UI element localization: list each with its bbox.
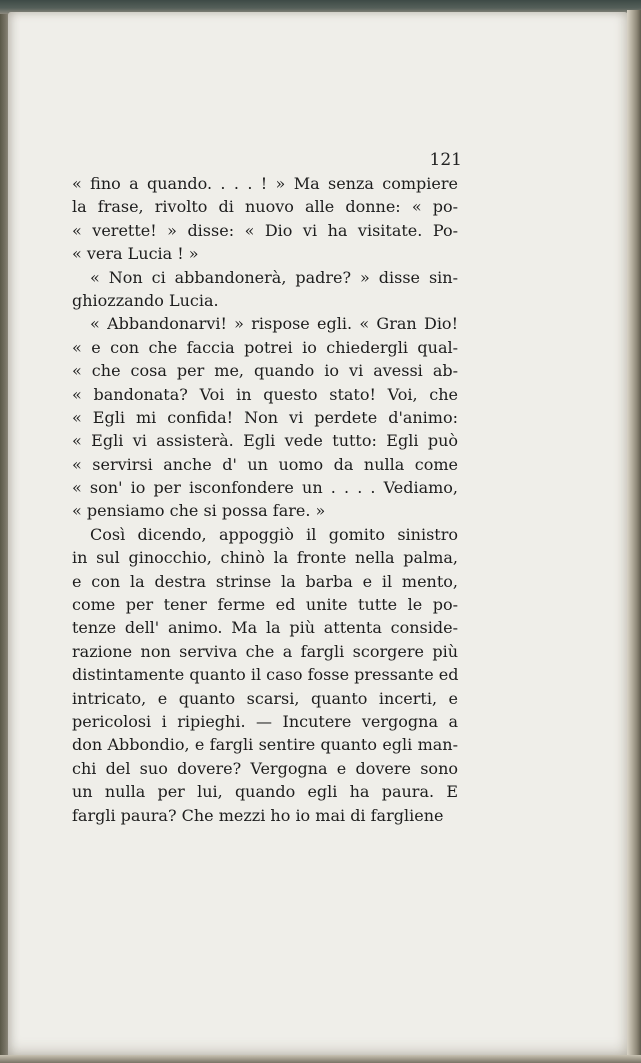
text-line: « son' io per isconfondere un . . . . Vediamo, bbox=[72, 478, 458, 498]
text-line: « servirsi anche d' un uomo da nulla come bbox=[72, 454, 458, 474]
text-line: « fino a quando. . . . ! » Ma senza compiere bbox=[72, 174, 458, 193]
text-line: « Egli mi confida! Non vi perdete d'animo: bbox=[72, 407, 458, 427]
page-fore-edge bbox=[627, 10, 641, 1060]
text-line: pericolosi i ripieghi. — Incutere vergogna a bbox=[72, 711, 458, 731]
text-line: « che cosa per me, quando io vi avessi ab- bbox=[72, 361, 458, 381]
text-line: don Abbondio, e fargli sentire quanto egli man- bbox=[72, 735, 458, 755]
page-number: 121 bbox=[429, 150, 462, 170]
text-line: distintamente quanto il caso fosse pressante ed bbox=[72, 665, 459, 685]
book-bottom-edge bbox=[0, 1055, 641, 1063]
text-line: razione non serviva che a fargli scorgere più bbox=[72, 641, 458, 661]
text-line: Così dicendo, appoggiò il gomito sinistro bbox=[90, 524, 458, 544]
text-line: intricato, e quanto scarsi, quanto incerti, e bbox=[72, 688, 458, 708]
text-line: un nulla per lui, quando egli ha paura. E bbox=[72, 782, 458, 802]
text-line: « pensiamo che si possa fare. » bbox=[72, 501, 326, 521]
text-line: e con la destra strinse la barba e il mento, bbox=[72, 571, 458, 591]
text-line: ghiozzando Lucia. bbox=[72, 290, 219, 310]
text-line: « Non ci abbandonerà, padre? » disse sin- bbox=[90, 267, 458, 287]
text-line: fargli paura? Che mezzi ho io mai di fargliene bbox=[72, 805, 444, 825]
text-line: come per tener ferme ed unite tutte le po- bbox=[72, 595, 458, 615]
text-line: « vera Lucia ! » bbox=[72, 244, 199, 264]
text-line: « e con che faccia potrei io chiedergli qual- bbox=[72, 337, 458, 357]
text-line: chi del suo dovere? Vergogna e dovere sono bbox=[72, 758, 458, 778]
text-line: « Abbandonarvi! » rispose egli. « Gran Dio! bbox=[90, 314, 458, 334]
body-text bbox=[72, 172, 458, 827]
text-line: in sul ginocchio, chinò la fronte nella palma, bbox=[72, 548, 458, 568]
text-line: « bandonata? Voi in questo stato! Voi, che bbox=[72, 384, 458, 404]
text-line: « verette! » disse: « Dio vi ha visitate. Po- bbox=[72, 220, 458, 240]
text-line: « Egli vi assisterà. Egli vede tutto: Egli può bbox=[72, 431, 458, 451]
text-line: la frase, rivolto di nuovo alle donne: « po- bbox=[72, 197, 458, 217]
text-line: tenze dell' animo. Ma la più attenta conside- bbox=[72, 618, 458, 638]
